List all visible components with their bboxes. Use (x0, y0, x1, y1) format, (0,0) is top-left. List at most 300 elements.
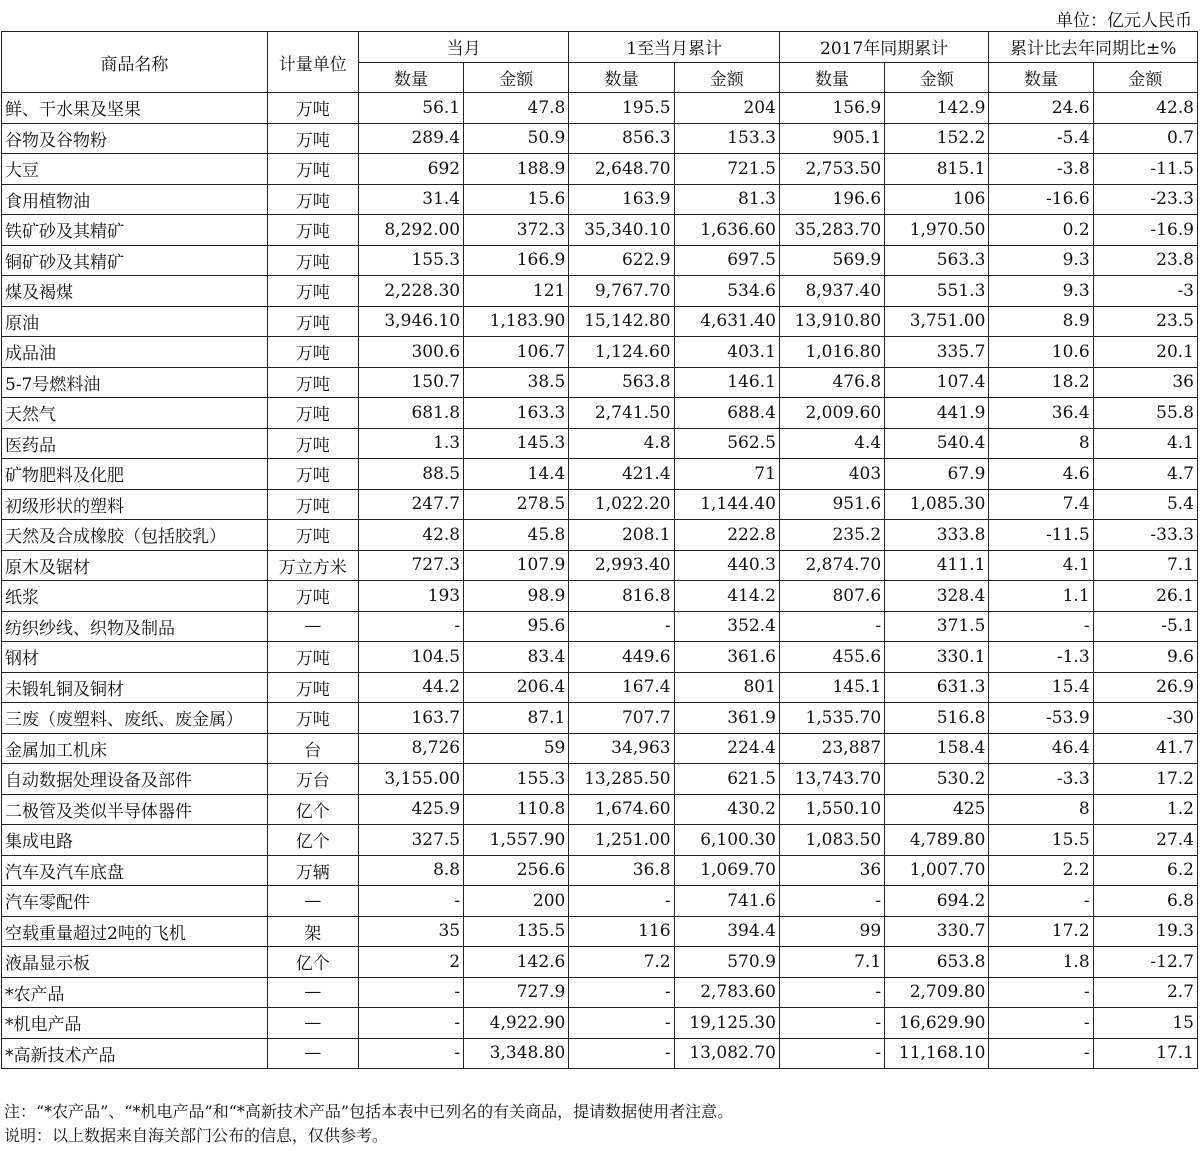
ytd-amt-cell: 430.2 (674, 794, 779, 825)
prior-amt-cell: 551.3 (885, 276, 989, 307)
prior-qty-cell: 235.2 (779, 520, 884, 551)
yoy-qty-cell: 18.2 (989, 367, 1093, 398)
prior-amt-cell: 1,007.70 (885, 855, 989, 886)
month-amt-cell: 188.9 (464, 154, 569, 185)
ytd-qty-cell: 7.2 (569, 947, 674, 978)
ytd-amt-cell: 6,100.30 (674, 825, 779, 856)
month-qty-cell: 104.5 (358, 642, 463, 673)
subheader-amt: 金额 (464, 62, 569, 93)
prior-amt-cell: 653.8 (885, 947, 989, 978)
prior-amt-cell: 371.5 (885, 611, 989, 642)
ytd-amt-cell: 2,783.60 (674, 977, 779, 1008)
prior-qty-cell: 2,753.50 (779, 154, 884, 185)
prior-amt-cell: 4,789.80 (885, 825, 989, 856)
commodity-name-cell: 天然气 (2, 398, 268, 429)
month-qty-cell: 155.3 (358, 245, 463, 276)
ytd-qty-cell: 1,022.20 (569, 489, 674, 520)
yoy-qty-cell: -3.3 (989, 764, 1093, 795)
yoy-qty-cell: - (989, 611, 1093, 642)
ytd-amt-cell: 19,125.30 (674, 1008, 779, 1039)
table-row (2, 428, 1198, 459)
unit-label: 单位：亿元人民币 (1056, 11, 1192, 31)
commodity-name-cell: 纺织纱线、织物及制品 (2, 611, 268, 642)
yoy-qty-cell: -53.9 (989, 703, 1093, 734)
month-amt-cell: 107.9 (464, 550, 569, 581)
prior-qty-cell: 13,910.80 (779, 306, 884, 337)
month-amt-cell: 110.8 (464, 794, 569, 825)
ytd-amt-cell: 741.6 (674, 886, 779, 917)
prior-amt-cell: 815.1 (885, 154, 989, 185)
yoy-qty-cell: -3.8 (989, 154, 1093, 185)
commodity-name-cell: 鲜、干水果及坚果 (2, 93, 268, 124)
commodity-name-cell: 液晶显示板 (2, 947, 268, 978)
yoy-qty-cell: -16.6 (989, 184, 1093, 215)
header-prior-year-ytd: 2017年同期累计 (779, 32, 989, 63)
prior-qty-cell: 1,083.50 (779, 825, 884, 856)
footnote-note: 注：“*农产品”、“*机电产品”和“*高新技术产品”包括本表中已列名的有关商品，提请数据使用者注意。 (4, 1102, 734, 1121)
unit-cell: 亿个 (267, 947, 358, 978)
yoy-qty-cell: 4.6 (989, 459, 1093, 490)
month-qty-cell: 8.8 (358, 855, 463, 886)
table-row (2, 306, 1198, 337)
footnote-disclaimer: 说明：以上数据来自海关部门公布的信息，仅供参考。 (4, 1126, 389, 1145)
yoy-qty-cell: 10.6 (989, 337, 1093, 368)
commodity-name-cell: 汽车零配件 (2, 886, 268, 917)
month-qty-cell: 289.4 (358, 123, 463, 154)
table-row (2, 123, 1198, 154)
prior-qty-cell: 156.9 (779, 93, 884, 124)
yoy-qty-cell: 8.9 (989, 306, 1093, 337)
table-row (2, 93, 1198, 124)
prior-qty-cell: - (779, 1008, 884, 1039)
yoy-qty-cell: 17.2 (989, 916, 1093, 947)
commodity-name-cell: 矿物肥料及化肥 (2, 459, 268, 490)
month-qty-cell: 2 (358, 947, 463, 978)
month-qty-cell: 3,155.00 (358, 764, 463, 795)
yoy-amt-cell: 15 (1093, 1008, 1197, 1039)
prior-amt-cell: 330.7 (885, 916, 989, 947)
ytd-amt-cell: 414.2 (674, 581, 779, 612)
prior-qty-cell: 4.4 (779, 428, 884, 459)
prior-qty-cell: 1,016.80 (779, 337, 884, 368)
unit-cell: 万吨 (267, 154, 358, 185)
prior-amt-cell: 540.4 (885, 428, 989, 459)
ytd-amt-cell: 361.9 (674, 703, 779, 734)
prior-amt-cell: 563.3 (885, 245, 989, 276)
ytd-qty-cell: - (569, 611, 674, 642)
month-amt-cell: 163.3 (464, 398, 569, 429)
ytd-amt-cell: 81.3 (674, 184, 779, 215)
yoy-qty-cell: -11.5 (989, 520, 1093, 551)
prior-qty-cell: 36 (779, 855, 884, 886)
yoy-qty-cell: 24.6 (989, 93, 1093, 124)
commodity-name-cell: 原木及锯材 (2, 550, 268, 581)
month-qty-cell: 727.3 (358, 550, 463, 581)
subheader-qty: 数量 (569, 62, 674, 93)
commodity-name-cell: 未锻轧铜及铜材 (2, 672, 268, 703)
ytd-qty-cell: 2,741.50 (569, 398, 674, 429)
month-amt-cell: 155.3 (464, 764, 569, 795)
prior-qty-cell: 99 (779, 916, 884, 947)
yoy-amt-cell: 1.2 (1093, 794, 1197, 825)
prior-amt-cell: 330.1 (885, 642, 989, 673)
prior-qty-cell: 196.6 (779, 184, 884, 215)
commodity-name-cell: 天然及合成橡胶（包括胶乳） (2, 520, 268, 551)
unit-cell: 万吨 (267, 367, 358, 398)
ytd-amt-cell: 153.3 (674, 123, 779, 154)
yoy-amt-cell: 42.8 (1093, 93, 1197, 124)
yoy-amt-cell: -23.3 (1093, 184, 1197, 215)
month-qty-cell: 1.3 (358, 428, 463, 459)
yoy-amt-cell: 7.1 (1093, 550, 1197, 581)
ytd-qty-cell: - (569, 1008, 674, 1039)
ytd-amt-cell: 688.4 (674, 398, 779, 429)
prior-qty-cell: - (779, 977, 884, 1008)
month-amt-cell: 166.9 (464, 245, 569, 276)
month-amt-cell: 372.3 (464, 215, 569, 246)
table-row (2, 1038, 1198, 1069)
prior-qty-cell: 23,887 (779, 733, 884, 764)
ytd-qty-cell: 421.4 (569, 459, 674, 490)
ytd-qty-cell: 36.8 (569, 855, 674, 886)
month-qty-cell: - (358, 1008, 463, 1039)
month-amt-cell: 4,922.90 (464, 1008, 569, 1039)
table-row (2, 184, 1198, 215)
subheader-qty: 数量 (779, 62, 884, 93)
yoy-amt-cell: 55.8 (1093, 398, 1197, 429)
unit-cell: 万吨 (267, 703, 358, 734)
ytd-qty-cell: 163.9 (569, 184, 674, 215)
month-qty-cell: 8,726 (358, 733, 463, 764)
prior-amt-cell: 694.2 (885, 886, 989, 917)
yoy-amt-cell: 23.8 (1093, 245, 1197, 276)
unit-cell: 万吨 (267, 306, 358, 337)
header-commodity-name: 商品名称 (2, 32, 268, 93)
unit-cell: — (267, 886, 358, 917)
prior-qty-cell: 807.6 (779, 581, 884, 612)
month-qty-cell: 425.9 (358, 794, 463, 825)
yoy-amt-cell: 2.7 (1093, 977, 1197, 1008)
unit-cell: 万辆 (267, 855, 358, 886)
table-body (2, 93, 1198, 1069)
commodity-name-cell: 空载重量超过2吨的飞机 (2, 916, 268, 947)
prior-amt-cell: 67.9 (885, 459, 989, 490)
unit-cell: 万台 (267, 764, 358, 795)
unit-cell: 万吨 (267, 581, 358, 612)
yoy-qty-cell: -1.3 (989, 642, 1093, 673)
yoy-amt-cell: 17.2 (1093, 764, 1197, 795)
unit-cell: 万吨 (267, 123, 358, 154)
header-ytd: 1至当月累计 (569, 32, 780, 63)
yoy-amt-cell: -16.9 (1093, 215, 1197, 246)
unit-cell: 万吨 (267, 398, 358, 429)
yoy-amt-cell: 9.6 (1093, 642, 1197, 673)
prior-amt-cell: 158.4 (885, 733, 989, 764)
month-qty-cell: 193 (358, 581, 463, 612)
commodity-name-cell: 初级形状的塑料 (2, 489, 268, 520)
month-amt-cell: 87.1 (464, 703, 569, 734)
table-row (2, 703, 1198, 734)
ytd-amt-cell: 697.5 (674, 245, 779, 276)
subheader-qty: 数量 (358, 62, 463, 93)
ytd-amt-cell: 1,069.70 (674, 855, 779, 886)
prior-qty-cell: 35,283.70 (779, 215, 884, 246)
month-amt-cell: 14.4 (464, 459, 569, 490)
ytd-qty-cell: 563.8 (569, 367, 674, 398)
unit-cell: 架 (267, 916, 358, 947)
subheader-qty: 数量 (989, 62, 1093, 93)
month-amt-cell: 59 (464, 733, 569, 764)
prior-qty-cell: 905.1 (779, 123, 884, 154)
table-row (2, 489, 1198, 520)
ytd-qty-cell: 1,674.60 (569, 794, 674, 825)
yoy-qty-cell: 46.4 (989, 733, 1093, 764)
month-qty-cell: - (358, 1038, 463, 1069)
prior-qty-cell: 13,743.70 (779, 764, 884, 795)
month-qty-cell: 56.1 (358, 93, 463, 124)
yoy-qty-cell: 36.4 (989, 398, 1093, 429)
ytd-qty-cell: 34,963 (569, 733, 674, 764)
header-current-month: 当月 (358, 32, 569, 63)
table-row (2, 1008, 1198, 1039)
yoy-amt-cell: 20.1 (1093, 337, 1197, 368)
unit-cell: 万吨 (267, 215, 358, 246)
yoy-qty-cell: - (989, 886, 1093, 917)
commodity-name-cell: *农产品 (2, 977, 268, 1008)
month-qty-cell: - (358, 886, 463, 917)
yoy-amt-cell: -33.3 (1093, 520, 1197, 551)
header-yoy-change: 累计比去年同期比±% (989, 32, 1198, 63)
month-qty-cell: 327.5 (358, 825, 463, 856)
yoy-amt-cell: 41.7 (1093, 733, 1197, 764)
unit-cell: 万吨 (267, 337, 358, 368)
commodity-name-cell: 钢材 (2, 642, 268, 673)
month-amt-cell: 50.9 (464, 123, 569, 154)
ytd-amt-cell: 534.6 (674, 276, 779, 307)
yoy-amt-cell: 0.7 (1093, 123, 1197, 154)
ytd-amt-cell: 440.3 (674, 550, 779, 581)
table-row (2, 154, 1198, 185)
month-amt-cell: 206.4 (464, 672, 569, 703)
month-qty-cell: 88.5 (358, 459, 463, 490)
yoy-qty-cell: 2.2 (989, 855, 1093, 886)
table-row (2, 245, 1198, 276)
table-row (2, 276, 1198, 307)
table-row (2, 337, 1198, 368)
ytd-amt-cell: 352.4 (674, 611, 779, 642)
prior-qty-cell: 1,535.70 (779, 703, 884, 734)
prior-amt-cell: 106 (885, 184, 989, 215)
table-row (2, 581, 1198, 612)
prior-qty-cell: - (779, 1038, 884, 1069)
header-unit: 计量单位 (267, 32, 358, 93)
ytd-amt-cell: 204 (674, 93, 779, 124)
ytd-amt-cell: 621.5 (674, 764, 779, 795)
yoy-qty-cell: 8 (989, 794, 1093, 825)
month-amt-cell: 256.6 (464, 855, 569, 886)
prior-amt-cell: 107.4 (885, 367, 989, 398)
month-qty-cell: - (358, 977, 463, 1008)
yoy-amt-cell: -11.5 (1093, 154, 1197, 185)
table-row (2, 215, 1198, 246)
yoy-amt-cell: 4.7 (1093, 459, 1197, 490)
prior-qty-cell: 403 (779, 459, 884, 490)
ytd-qty-cell: 15,142.80 (569, 306, 674, 337)
unit-cell: 万吨 (267, 459, 358, 490)
ytd-qty-cell: 116 (569, 916, 674, 947)
yoy-amt-cell: 26.9 (1093, 672, 1197, 703)
prior-qty-cell: 569.9 (779, 245, 884, 276)
yoy-qty-cell: 0.2 (989, 215, 1093, 246)
ytd-amt-cell: 4,631.40 (674, 306, 779, 337)
subheader-amt: 金额 (1093, 62, 1197, 93)
ytd-amt-cell: 562.5 (674, 428, 779, 459)
yoy-amt-cell: -5.1 (1093, 611, 1197, 642)
month-qty-cell: 8,292.00 (358, 215, 463, 246)
month-qty-cell: 2,228.30 (358, 276, 463, 307)
prior-qty-cell: 455.6 (779, 642, 884, 673)
ytd-amt-cell: 403.1 (674, 337, 779, 368)
unit-cell: 万吨 (267, 489, 358, 520)
yoy-qty-cell: 4.1 (989, 550, 1093, 581)
table-row (2, 672, 1198, 703)
month-amt-cell: 83.4 (464, 642, 569, 673)
prior-qty-cell: 2,874.70 (779, 550, 884, 581)
table-row (2, 611, 1198, 642)
unit-cell: — (267, 1008, 358, 1039)
prior-amt-cell: 11,168.10 (885, 1038, 989, 1069)
ytd-amt-cell: 1,144.40 (674, 489, 779, 520)
month-amt-cell: 15.6 (464, 184, 569, 215)
ytd-qty-cell: 816.8 (569, 581, 674, 612)
unit-cell: 万吨 (267, 276, 358, 307)
prior-qty-cell: 7.1 (779, 947, 884, 978)
yoy-amt-cell: 26.1 (1093, 581, 1197, 612)
table-row (2, 367, 1198, 398)
commodity-name-cell: *高新技术产品 (2, 1038, 268, 1069)
ytd-qty-cell: 707.7 (569, 703, 674, 734)
month-amt-cell: 47.8 (464, 93, 569, 124)
month-amt-cell: 1,183.90 (464, 306, 569, 337)
table-row (2, 825, 1198, 856)
commodity-name-cell: 原油 (2, 306, 268, 337)
yoy-qty-cell: - (989, 1008, 1093, 1039)
prior-amt-cell: 328.4 (885, 581, 989, 612)
month-qty-cell: - (358, 611, 463, 642)
ytd-amt-cell: 13,082.70 (674, 1038, 779, 1069)
yoy-qty-cell: 1.8 (989, 947, 1093, 978)
month-qty-cell: 31.4 (358, 184, 463, 215)
prior-qty-cell: 8,937.40 (779, 276, 884, 307)
unit-cell: — (267, 611, 358, 642)
yoy-qty-cell: 1.1 (989, 581, 1093, 612)
month-amt-cell: 200 (464, 886, 569, 917)
prior-amt-cell: 335.7 (885, 337, 989, 368)
prior-amt-cell: 333.8 (885, 520, 989, 551)
ytd-amt-cell: 361.6 (674, 642, 779, 673)
ytd-amt-cell: 224.4 (674, 733, 779, 764)
unit-cell: — (267, 977, 358, 1008)
table-row (2, 764, 1198, 795)
prior-qty-cell: 951.6 (779, 489, 884, 520)
ytd-amt-cell: 801 (674, 672, 779, 703)
commodity-name-cell: 5-7号燃料油 (2, 367, 268, 398)
ytd-qty-cell: - (569, 977, 674, 1008)
month-qty-cell: 44.2 (358, 672, 463, 703)
ytd-qty-cell: 4.8 (569, 428, 674, 459)
month-qty-cell: 681.8 (358, 398, 463, 429)
yoy-amt-cell: 6.8 (1093, 886, 1197, 917)
ytd-amt-cell: 394.4 (674, 916, 779, 947)
commodity-name-cell: 集成电路 (2, 825, 268, 856)
yoy-amt-cell: 6.2 (1093, 855, 1197, 886)
prior-qty-cell: 145.1 (779, 672, 884, 703)
month-amt-cell: 38.5 (464, 367, 569, 398)
prior-qty-cell: - (779, 886, 884, 917)
month-amt-cell: 45.8 (464, 520, 569, 551)
month-qty-cell: 247.7 (358, 489, 463, 520)
yoy-qty-cell: 7.4 (989, 489, 1093, 520)
table-row (2, 977, 1198, 1008)
yoy-amt-cell: 5.4 (1093, 489, 1197, 520)
import-commodity-table (1, 31, 1198, 1069)
ytd-qty-cell: 622.9 (569, 245, 674, 276)
month-amt-cell: 142.6 (464, 947, 569, 978)
subheader-amt: 金额 (885, 62, 989, 93)
commodity-name-cell: 自动数据处理设备及部件 (2, 764, 268, 795)
yoy-amt-cell: -30 (1093, 703, 1197, 734)
ytd-amt-cell: 1,636.60 (674, 215, 779, 246)
table-row (2, 855, 1198, 886)
ytd-amt-cell: 71 (674, 459, 779, 490)
month-amt-cell: 727.9 (464, 977, 569, 1008)
subheader-amt: 金额 (674, 62, 779, 93)
commodity-name-cell: 铜矿砂及其精矿 (2, 245, 268, 276)
month-amt-cell: 98.9 (464, 581, 569, 612)
table-row (2, 642, 1198, 673)
prior-amt-cell: 16,629.90 (885, 1008, 989, 1039)
month-qty-cell: 42.8 (358, 520, 463, 551)
unit-cell: 万吨 (267, 520, 358, 551)
yoy-qty-cell: 9.3 (989, 245, 1093, 276)
month-qty-cell: 150.7 (358, 367, 463, 398)
table-row (2, 398, 1198, 429)
table-row (2, 794, 1198, 825)
prior-qty-cell: 476.8 (779, 367, 884, 398)
prior-amt-cell: 152.2 (885, 123, 989, 154)
commodity-name-cell: 成品油 (2, 337, 268, 368)
prior-qty-cell: 2,009.60 (779, 398, 884, 429)
yoy-qty-cell: -5.4 (989, 123, 1093, 154)
ytd-amt-cell: 146.1 (674, 367, 779, 398)
commodity-name-cell: 二极管及类似半导体器件 (2, 794, 268, 825)
month-amt-cell: 1,557.90 (464, 825, 569, 856)
commodity-name-cell: *机电产品 (2, 1008, 268, 1039)
yoy-qty-cell: 15.4 (989, 672, 1093, 703)
table-row (2, 459, 1198, 490)
yoy-qty-cell: 8 (989, 428, 1093, 459)
unit-cell: — (267, 1038, 358, 1069)
ytd-qty-cell: - (569, 886, 674, 917)
month-amt-cell: 145.3 (464, 428, 569, 459)
ytd-qty-cell: 856.3 (569, 123, 674, 154)
prior-qty-cell: - (779, 611, 884, 642)
prior-amt-cell: 3,751.00 (885, 306, 989, 337)
ytd-qty-cell: - (569, 1038, 674, 1069)
month-amt-cell: 121 (464, 276, 569, 307)
table-row (2, 947, 1198, 978)
prior-amt-cell: 1,085.30 (885, 489, 989, 520)
